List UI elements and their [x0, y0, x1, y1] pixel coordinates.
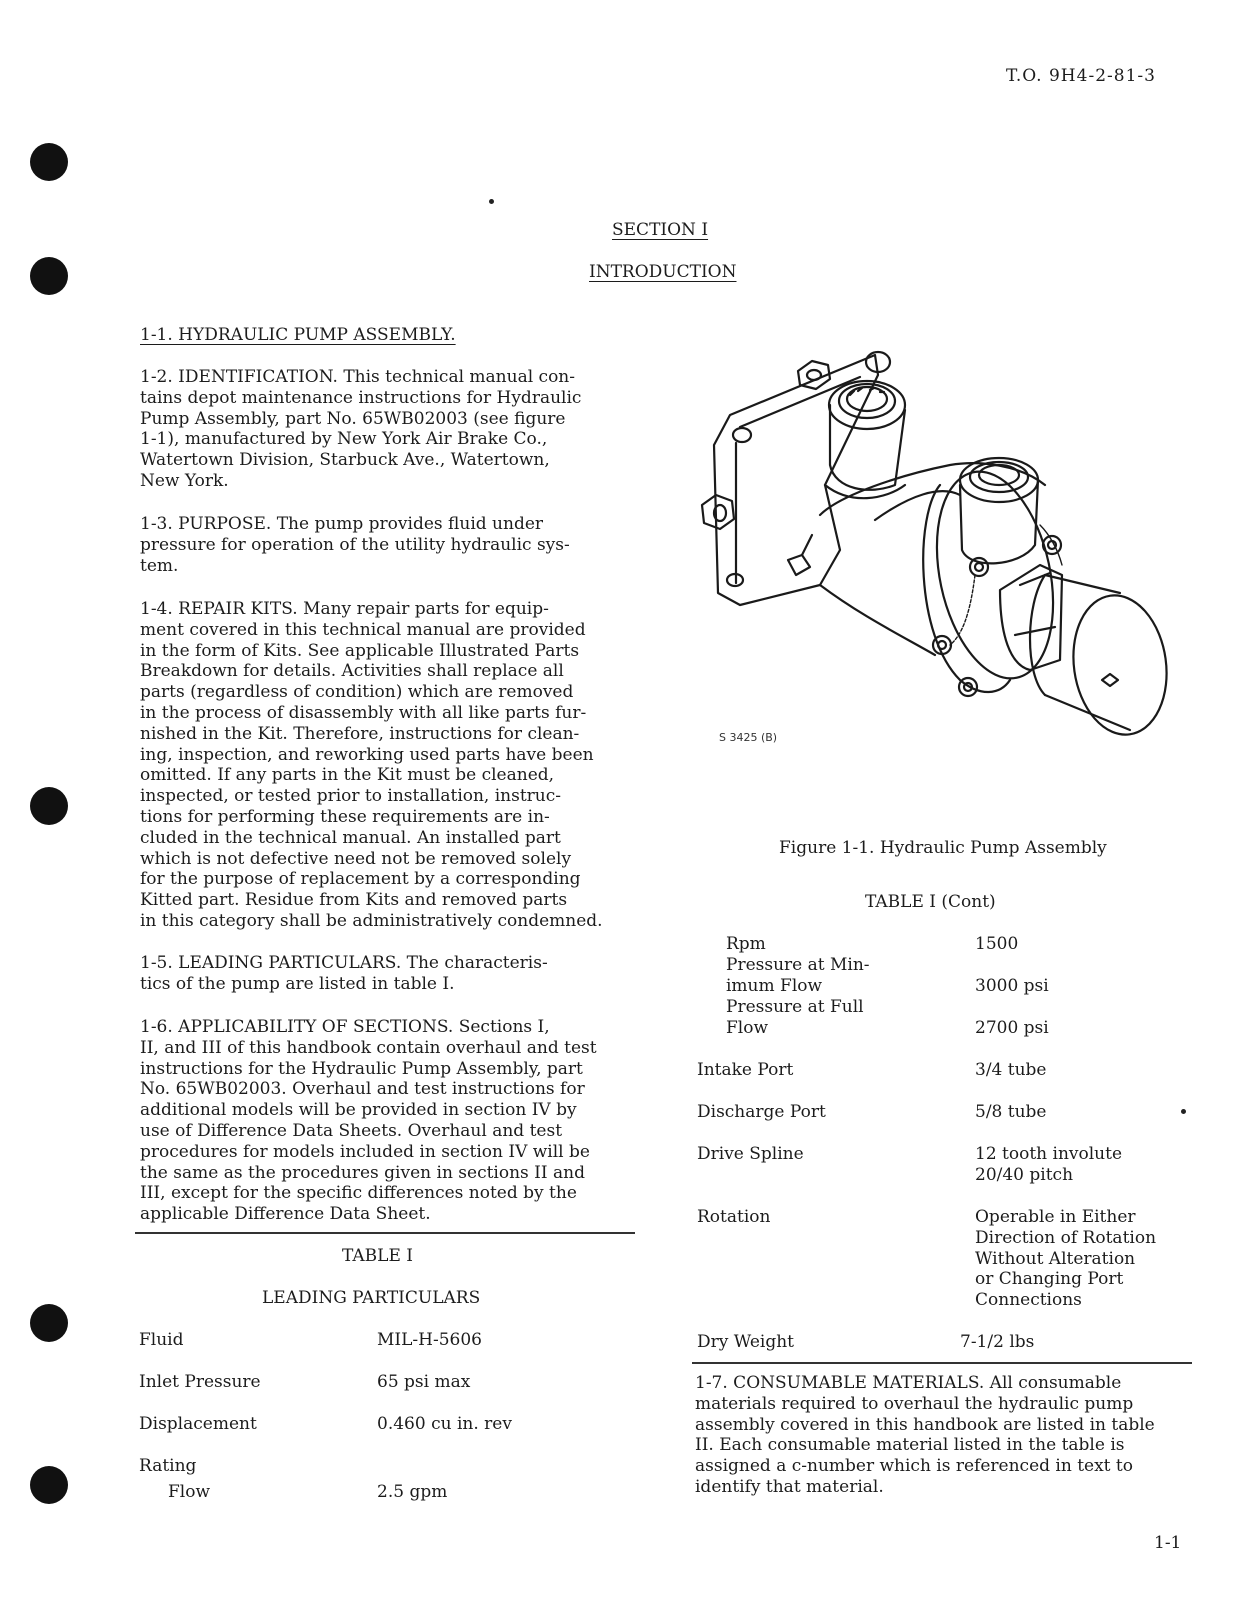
section-title: SECTION I	[612, 220, 709, 240]
binder-hole	[30, 257, 68, 295]
table-row-value: Operable in Either Direction of Rotation Without Alteration or Changing Port Connections	[975, 1207, 1157, 1311]
hydraulic-pump-illustration	[700, 335, 1190, 765]
speck	[1181, 1109, 1186, 1114]
paragraph-1-7: 1-7. CONSUMABLE MATERIALS. All consumable materials required to overhaul the hydraulic pump assembly covered in this handbook are listed in table II. Each consumable material listed in the table is assigned a c-number which is referenced in text to identify that material.	[695, 1373, 1155, 1497]
table-top-rule	[135, 1232, 635, 1234]
table-row-label: Rating	[139, 1456, 197, 1476]
paragraph-1-6: 1-6. APPLICABILITY OF SECTIONS. Sections I, II, and III of this handbook contain overhaul and test instructions for the Hydraulic Pump Assembly, part No. 65WB02003. Overhaul and test instructions for additional models will be provided in section IV by use of Difference Data Sheets. Overhaul and test procedures for models included in section IV will be the same as the procedures given in sections II and III, except for the specific differences noted by the applicable Difference Data Sheet.	[140, 1017, 597, 1225]
table-row-label: Dry Weight	[697, 1332, 795, 1352]
section-subtitle: INTRODUCTION	[589, 262, 737, 282]
paragraph-1-2: 1-2. IDENTIFICATION. This technical manual con- tains depot maintenance instructions for Hydraulic Pump Assembly, part No. 65WB02003 (see figure 1-1), manufactured by New York Air Brake Co., Watertown Division, Starbuck Ave., Watertown, New York.	[140, 367, 582, 491]
paragraph-1-1-title: 1-1. HYDRAULIC PUMP ASSEMBLY.	[140, 325, 456, 345]
table-row-label: Discharge Port	[697, 1102, 826, 1122]
table-row-value: 0.460 cu in. rev	[377, 1414, 512, 1434]
binder-hole	[30, 143, 68, 181]
table-1-title: TABLE I	[342, 1246, 413, 1266]
table-row-label: Rotation	[697, 1207, 771, 1227]
table-row-label: Rpm	[726, 934, 766, 954]
table-row-label: Fluid	[139, 1330, 184, 1350]
table-1-subtitle: LEADING PARTICULARS	[262, 1288, 481, 1308]
table-row-value: 3/4 tube	[975, 1060, 1047, 1080]
binder-hole	[30, 1304, 68, 1342]
table-row-label: Flow	[168, 1482, 211, 1502]
figure-code: S 3425 (B)	[719, 731, 778, 744]
table-row-value: 12 tooth involute 20/40 pitch	[975, 1144, 1123, 1185]
table-row-value: 7-1/2 lbs	[960, 1332, 1035, 1352]
document-number: T.O. 9H4-2-81-3	[1006, 66, 1156, 86]
table-row-value: 5/8 tube	[975, 1102, 1047, 1122]
table-bottom-rule	[692, 1362, 1192, 1364]
page-number: 1-1	[1154, 1533, 1182, 1553]
table-row-value: 1500	[975, 934, 1019, 954]
paragraph-1-3: 1-3. PURPOSE. The pump provides fluid under pressure for operation of the utility hydraulic sys- tem.	[140, 514, 570, 576]
figure-caption: Figure 1-1. Hydraulic Pump Assembly	[779, 838, 1107, 858]
paragraph-1-4: 1-4. REPAIR KITS. Many repair parts for equip- ment covered in this technical manual are provided in the form of Kits. See applicable Illustrated Parts Breakdown for details. Activities shall replace all parts (regardless of condition) which are removed in the process of disassembly with all like parts fur- nished in the Kit. Therefore, instructions for clean- ing, inspection, and reworking used parts have been omitted. If any parts in the Kit must be cleaned, inspected, or tested prior to installation, instruc- tions for performing these requirements are in- cluded in the technical manual. An installed part which is not defective need not be removed solely for the purpose of replacement by a corresponding Kitted part. Residue from Kits and removed parts in this category shall be administratively condemned.	[140, 599, 603, 931]
table-row-label: Pressure at Min- imum Flow	[726, 955, 870, 996]
table-row-value: 2.5 gpm	[377, 1482, 448, 1502]
table-1-cont-title: TABLE I (Cont)	[865, 892, 996, 912]
table-row-value: MIL-H-5606	[377, 1330, 482, 1350]
binder-hole	[30, 787, 68, 825]
binder-hole	[30, 1466, 68, 1504]
table-row-label: Inlet Pressure	[139, 1372, 261, 1392]
table-row-label: Pressure at Full Flow	[726, 997, 864, 1038]
table-row-label: Intake Port	[697, 1060, 794, 1080]
table-row-value: 3000 psi	[975, 976, 1049, 996]
speck	[489, 199, 494, 204]
table-row-value: 2700 psi	[975, 1018, 1049, 1038]
paragraph-1-5: 1-5. LEADING PARTICULARS. The characteris- tics of the pump are listed in table I.	[140, 953, 548, 994]
table-row-value: 65 psi max	[377, 1372, 471, 1392]
table-row-label: Displacement	[139, 1414, 257, 1434]
table-row-label: Drive Spline	[697, 1144, 804, 1164]
